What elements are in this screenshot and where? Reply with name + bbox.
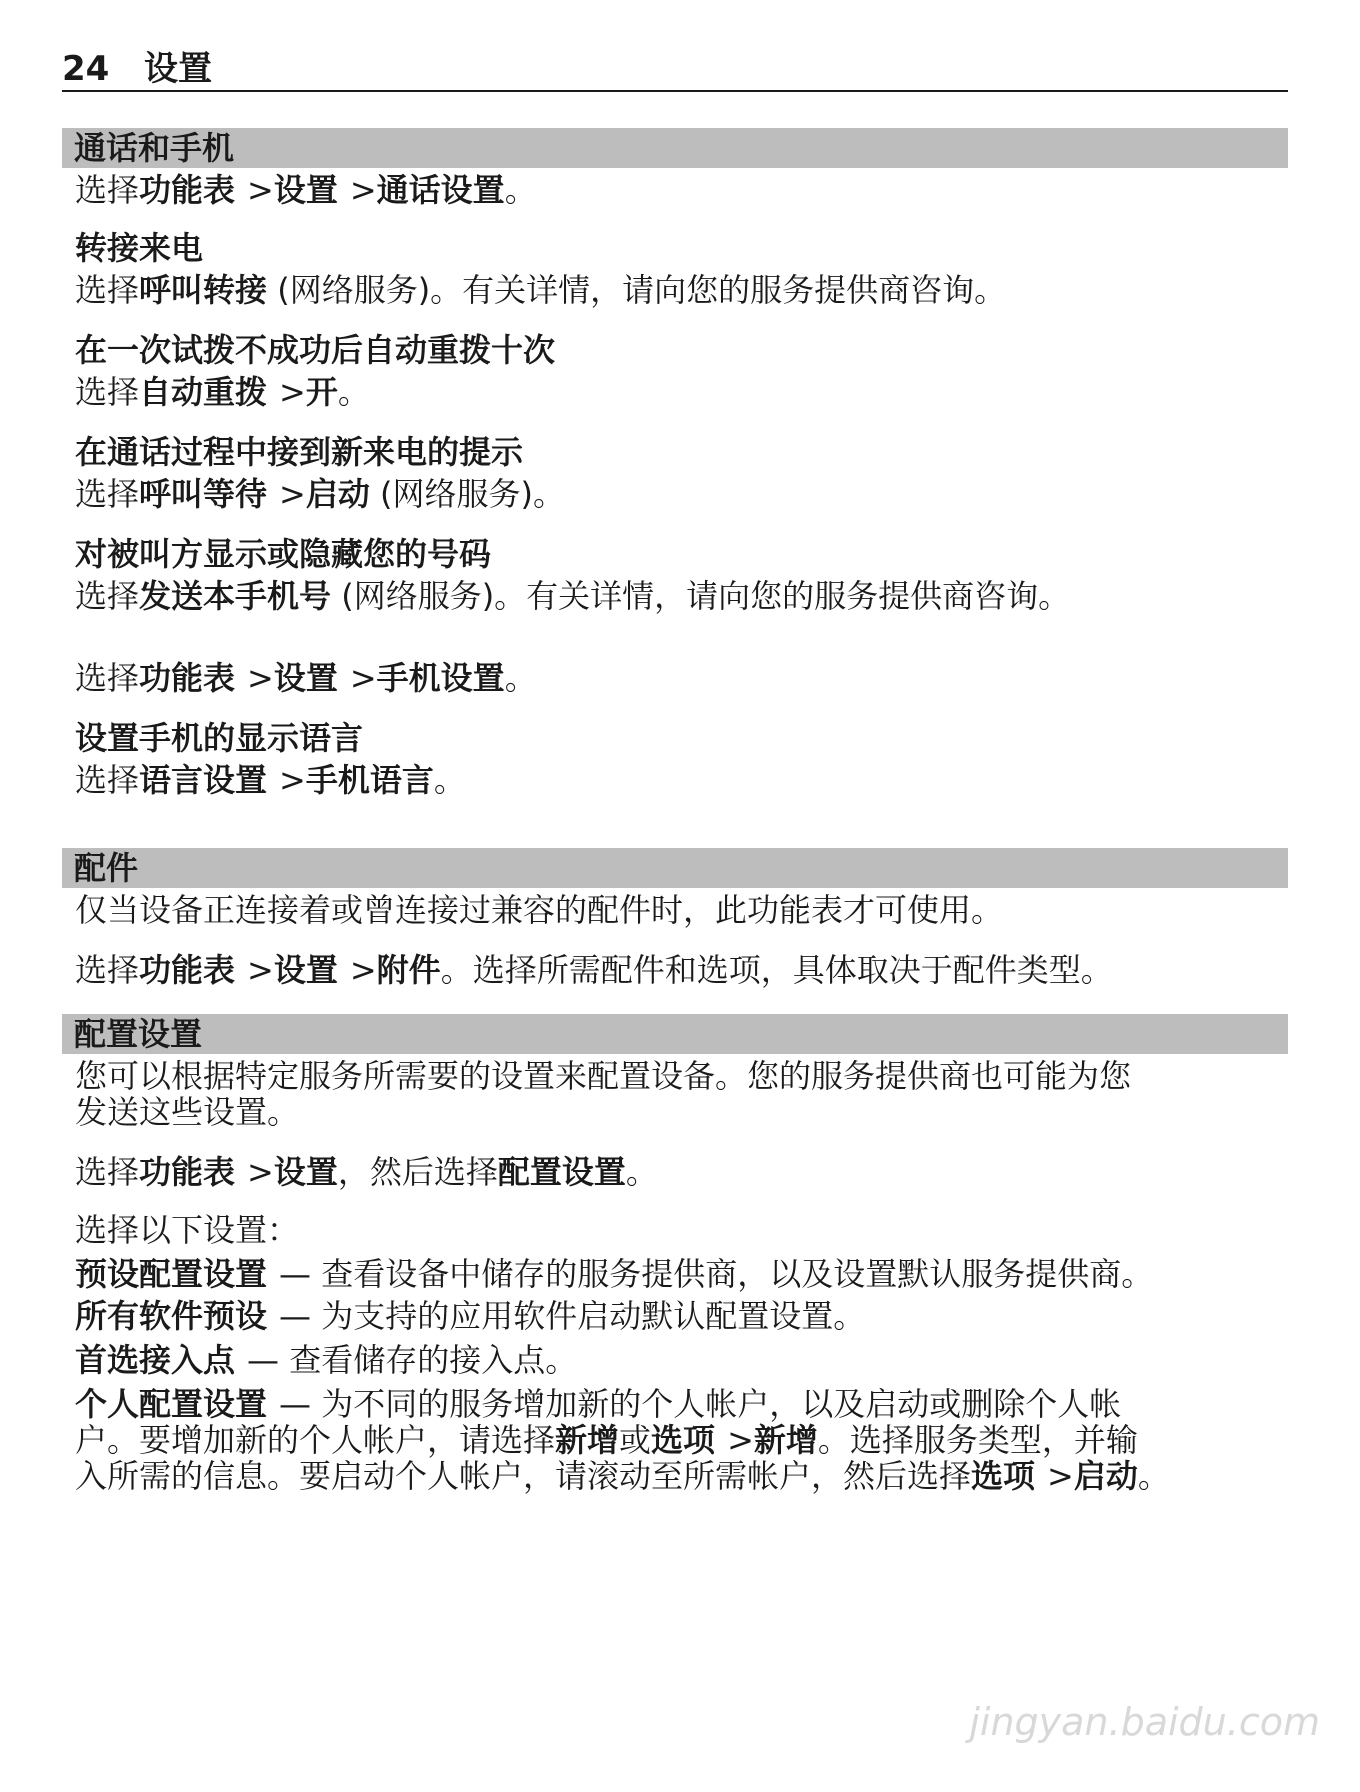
config-item-desc: — 为支持的应用软件启动默认配置设置。 bbox=[279, 1297, 866, 1335]
section-title-accessories: 配件 bbox=[62, 848, 1288, 888]
heading-language: 设置手机的显示语言 bbox=[75, 719, 364, 757]
section-title-calls: 通话和手机 bbox=[62, 128, 1288, 168]
config-item-label: 所有软件预设 bbox=[75, 1297, 268, 1335]
auto-redial-text: 选择自动重拨 >开。 bbox=[75, 373, 370, 411]
calls-menu-path: 选择功能表 >设置 >通话设置。 bbox=[75, 171, 537, 209]
chapter-title: 设置 bbox=[144, 49, 212, 89]
personal-config-line2: 户。要增加新的个人帐户，请选择新增或选项 >新增。选择服务类型，并输 bbox=[75, 1421, 1138, 1459]
accessories-menu-path: 选择功能表 >设置 >附件。选择所需配件和选项，具体取决于配件类型。 bbox=[75, 951, 1113, 989]
config-item-desc: — 查看设备中储存的服务提供商，以及设置默认服务提供商。 bbox=[279, 1255, 1154, 1293]
call-waiting-text: 选择呼叫等待 >启动 (网络服务)。 bbox=[75, 475, 566, 513]
watermark: jingyan.baidu.com bbox=[969, 1700, 1320, 1744]
config-item-label: 首选接入点 bbox=[75, 1341, 236, 1379]
personal-config-line3: 入所需的信息。要启动个人帐户，请滚动至所需帐户，然后选择选项 >启动。 bbox=[75, 1457, 1170, 1495]
config-item bbox=[75, 1254, 1153, 1294]
personal-config-line1: 个人配置设置 — 为不同的服务增加新的个人帐户，以及启动或删除个人帐 bbox=[75, 1385, 1122, 1423]
heading-caller-id: 对被叫方显示或隐藏您的号码 bbox=[75, 535, 492, 573]
page-number: 24 bbox=[62, 49, 110, 89]
config-item bbox=[75, 1340, 577, 1380]
language-text: 选择语言设置 >手机语言。 bbox=[75, 761, 466, 799]
config-menu-path: 选择功能表 >设置，然后选择配置设置。 bbox=[75, 1153, 658, 1191]
config-intro-line1: 您可以根据特定服务所需要的设置来配置设备。您的服务提供商也可能为您 bbox=[75, 1057, 1132, 1095]
config-item-label: 预设配置设置 bbox=[75, 1255, 268, 1293]
section-title-config: 配置设置 bbox=[62, 1014, 1288, 1054]
call-forward-text: 选择呼叫转接 (网络服务)。有关详情，请向您的服务提供商咨询。 bbox=[75, 271, 1007, 309]
config-choose-label: 选择以下设置： bbox=[75, 1211, 300, 1249]
accessories-note: 仅当设备正连接着或曾连接过兼容的配件时，此功能表才可使用。 bbox=[75, 891, 1004, 929]
config-intro-line2: 发送这些设置。 bbox=[75, 1093, 300, 1131]
heading-auto-redial: 在一次试拨不成功后自动重拨十次 bbox=[75, 331, 556, 369]
caller-id-text: 选择发送本手机号 (网络服务)。有关详情，请向您的服务提供商咨询。 bbox=[75, 577, 1071, 615]
heading-call-forward: 转接来电 bbox=[75, 229, 204, 267]
config-item bbox=[75, 1296, 865, 1336]
heading-call-waiting: 在通话过程中接到新来电的提示 bbox=[75, 433, 524, 471]
config-item-desc: — 查看储存的接入点。 bbox=[247, 1341, 578, 1379]
page-header bbox=[62, 48, 1288, 92]
phone-menu-path: 选择功能表 >设置 >手机设置。 bbox=[75, 659, 537, 697]
